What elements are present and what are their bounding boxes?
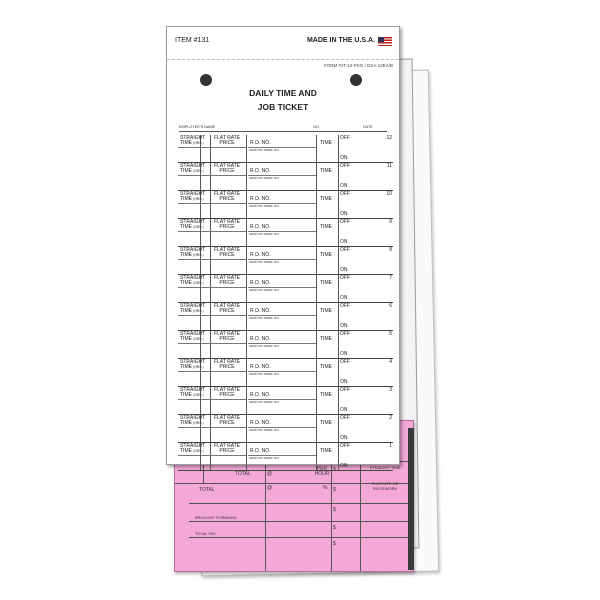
off-label: OFF <box>340 247 350 253</box>
off-label: OFF <box>340 331 350 337</box>
table-row <box>178 415 393 443</box>
straight-time-label: STRAIGHT TIME (HRS.) <box>180 135 206 146</box>
ro-no-label: R.O. NO. <box>250 168 271 174</box>
ro-no-label: R.O. NO. <box>250 392 271 398</box>
row-number: 10 <box>386 191 392 197</box>
straight-time-label: STRAIGHT TIME (HRS.) <box>180 331 206 342</box>
flat-rate-label: FLAT RATE PRICE <box>213 219 241 230</box>
pink-dollar-4: $ <box>333 525 336 531</box>
employee-line <box>179 125 387 132</box>
time-label: TIME <box>320 168 332 174</box>
employee-name-label: EMPLOYEE'S NAME <box>179 125 216 129</box>
pink-per-hour-label: PER HOUR <box>314 466 330 477</box>
on-label: ON <box>340 155 348 161</box>
off-label: OFF <box>340 135 350 141</box>
ro-no-label: R.O. NO. <box>250 140 271 146</box>
row-number: 1 <box>389 443 392 449</box>
flat-rate-label: FLAT RATE PRICE <box>213 303 241 314</box>
row-number: 7 <box>389 275 392 281</box>
shop-oper-labels: SHOP NO. OPER. NO. <box>248 315 316 321</box>
flat-rate-label: FLAT RATE PRICE <box>213 135 241 146</box>
shop-oper-labels: SHOP NO. OPER. NO. <box>248 287 316 293</box>
off-label: OFF <box>340 415 350 421</box>
time-label: TIME <box>320 420 332 426</box>
job-ticket-front <box>166 26 400 469</box>
time-label: TIME <box>320 224 332 230</box>
shop-oper-labels: SHOP NO. OPER. NO. <box>248 427 316 433</box>
on-label: ON <box>340 211 348 217</box>
row-number: 8 <box>389 247 392 253</box>
flat-rate-label: FLAT RATE PRICE <box>213 247 241 258</box>
straight-time-label: STRAIGHT TIME (HRS.) <box>180 415 206 426</box>
form-title-line-2: JOB TICKET <box>257 102 309 112</box>
pink-copy-edge <box>408 428 414 570</box>
off-label: OFF <box>340 443 350 449</box>
off-label: OFF <box>340 191 350 197</box>
row-number: 6 <box>389 303 392 309</box>
straight-time-label: STRAIGHT TIME (HRS.) <box>180 191 206 202</box>
table-row <box>178 331 393 359</box>
time-label: TIME <box>320 392 332 398</box>
pink-total-pay-label: TOTAL PAY <box>195 531 216 536</box>
ro-no-label: R.O. NO. <box>250 420 271 426</box>
shop-oper-labels: SHOP NO. OPER. NO. <box>248 175 316 181</box>
perforation-line <box>167 59 399 60</box>
row-number: 3 <box>389 387 392 393</box>
straight-time-label: STRAIGHT TIME (HRS.) <box>180 359 206 370</box>
table-row <box>178 303 393 331</box>
binding-hole-right <box>350 74 362 86</box>
flat-rate-label: FLAT RATE PRICE <box>213 191 241 202</box>
table-row <box>178 443 393 471</box>
on-label: ON <box>340 463 348 469</box>
pink-total-label-2: TOTAL <box>199 487 215 493</box>
off-label: OFF <box>340 359 350 365</box>
table-row <box>178 135 393 163</box>
ro-no-label: R.O. NO. <box>250 224 271 230</box>
flat-rate-label: FLAT RATE PRICE <box>213 387 241 398</box>
usa-flag-icon <box>378 37 392 46</box>
on-label: ON <box>340 267 348 273</box>
pink-dollar-5: $ <box>333 541 336 547</box>
form-title-line-1: DAILY TIME AND <box>249 88 317 98</box>
flat-rate-label: FLAT RATE PRICE <box>213 331 241 342</box>
shop-oper-labels: SHOP NO. OPER. NO. <box>248 203 316 209</box>
table-row <box>178 359 393 387</box>
time-label: TIME <box>320 364 332 370</box>
pink-dollar-2: $ <box>333 487 336 493</box>
ro-no-label: R.O. NO. <box>250 196 271 202</box>
date-label: DATE <box>363 125 373 129</box>
item-number: ITEM #131 <box>175 37 210 44</box>
flat-rate-label: FLAT RATE PRICE <box>213 415 241 426</box>
pink-brought-forward-label: BROUGHT FORWARD <box>195 515 237 520</box>
ro-no-label: R.O. NO. <box>250 448 271 454</box>
straight-time-label: STRAIGHT TIME (HRS.) <box>180 163 206 174</box>
flat-rate-label: FLAT RATE PRICE <box>213 443 241 454</box>
off-label: OFF <box>340 219 350 225</box>
pink-percent-label: % <box>323 485 328 491</box>
on-label: ON <box>340 407 348 413</box>
flat-rate-label: FLAT RATE PRICE <box>213 359 241 370</box>
pink-total-label: TOTAL <box>235 471 251 477</box>
pink-straight-time-label: STRAIGHT TIME <box>369 465 401 470</box>
straight-time-label: STRAIGHT TIME (HRS.) <box>180 247 206 258</box>
time-label: TIME <box>320 280 332 286</box>
ro-no-label: R.O. NO. <box>250 364 271 370</box>
pink-flatrate-label: FLATRATE OR PIECEWORK <box>371 481 399 491</box>
pink-at-sign: @ <box>267 471 273 477</box>
straight-time-label: STRAIGHT TIME (HRS.) <box>180 275 206 286</box>
ro-no-label: R.O. NO. <box>250 336 271 342</box>
row-number: 12 <box>386 135 392 141</box>
on-label: ON <box>340 379 348 385</box>
employee-no-label: NO. <box>313 125 320 129</box>
time-rows <box>178 135 393 471</box>
form-title <box>223 86 343 114</box>
shop-oper-labels: SHOP NO. OPER. NO. <box>248 455 316 461</box>
table-row <box>178 219 393 247</box>
table-row <box>178 387 393 415</box>
on-label: ON <box>340 351 348 357</box>
straight-time-label: STRAIGHT TIME (HRS.) <box>180 387 206 398</box>
on-label: ON <box>340 183 348 189</box>
flat-rate-label: FLAT RATE PRICE <box>213 163 241 174</box>
off-label: OFF <box>340 275 350 281</box>
time-label: TIME <box>320 308 332 314</box>
off-label: OFF <box>340 387 350 393</box>
ro-no-label: R.O. NO. <box>250 252 271 258</box>
straight-time-label: STRAIGHT TIME (HRS.) <box>180 303 206 314</box>
row-number: 9 <box>389 219 392 225</box>
on-label: ON <box>340 323 348 329</box>
pink-at-sign-2: @ <box>267 485 273 491</box>
on-label: ON <box>340 239 348 245</box>
shop-oper-labels: SHOP NO. OPER. NO. <box>248 399 316 405</box>
table-row <box>178 191 393 219</box>
shop-oper-labels: SHOP NO. OPER. NO. <box>248 259 316 265</box>
time-label: TIME <box>320 336 332 342</box>
row-number: 4 <box>389 359 392 365</box>
shop-oper-labels: SHOP NO. OPER. NO. <box>248 231 316 237</box>
shop-oper-labels: SHOP NO. OPER. NO. <box>248 371 316 377</box>
table-row <box>178 163 393 191</box>
row-number: 11 <box>386 163 392 169</box>
off-label: OFF <box>340 163 350 169</box>
time-label: TIME <box>320 196 332 202</box>
time-label: TIME <box>320 448 332 454</box>
binding-hole-left <box>200 74 212 86</box>
form-number: FORM #JT-12-PSG / DSA-12EA/B <box>323 63 393 68</box>
ro-no-label: R.O. NO. <box>250 280 271 286</box>
shop-oper-labels: SHOP NO. OPER. NO. <box>248 343 316 349</box>
shop-oper-labels: SHOP NO. OPER. NO. <box>248 147 316 153</box>
table-row <box>178 247 393 275</box>
table-row <box>178 275 393 303</box>
row-number: 2 <box>389 415 392 421</box>
pink-dollar-1: $ <box>333 467 336 473</box>
made-in-label: MADE IN THE U.S.A. <box>306 37 375 44</box>
time-label: TIME <box>320 252 332 258</box>
on-label: ON <box>340 295 348 301</box>
off-label: OFF <box>340 303 350 309</box>
straight-time-label: STRAIGHT TIME (HRS.) <box>180 219 206 230</box>
time-label: TIME <box>320 140 332 146</box>
pink-dollar-3: $ <box>333 507 336 513</box>
straight-time-label: STRAIGHT TIME (HRS.) <box>180 443 206 454</box>
on-label: ON <box>340 435 348 441</box>
row-number: 5 <box>389 331 392 337</box>
flat-rate-label: FLAT RATE PRICE <box>213 275 241 286</box>
ro-no-label: R.O. NO. <box>250 308 271 314</box>
